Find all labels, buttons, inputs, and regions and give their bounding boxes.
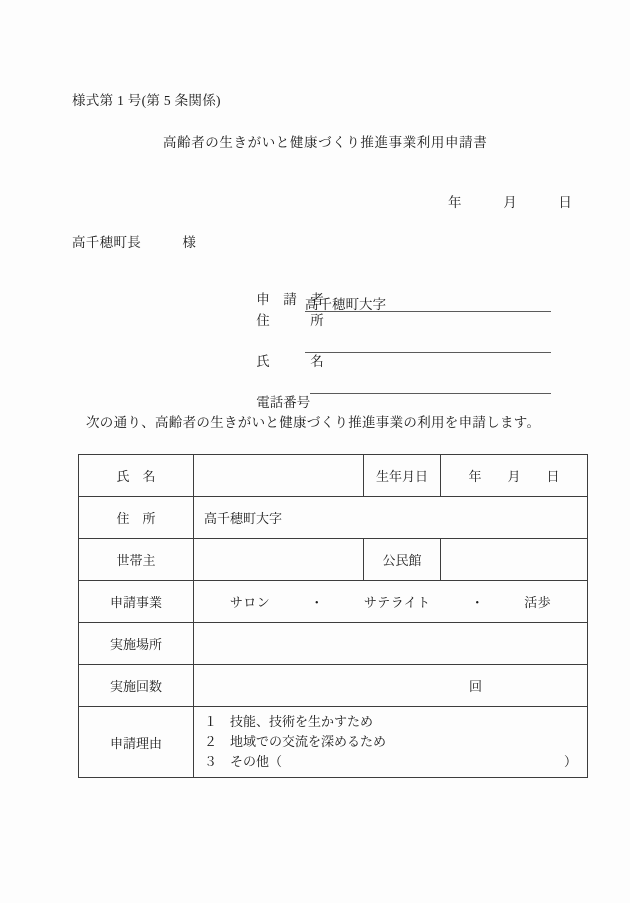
row-value-community-center[interactable]	[441, 539, 588, 581]
applicant-address-rule	[305, 311, 551, 312]
row-value-business[interactable]	[194, 581, 588, 623]
table-row-name	[79, 455, 588, 497]
reason-other-suffix: ）	[563, 754, 577, 770]
intro-sentence: 次の通り、高齢者の生きがいと健康づくり推進事業の利用を申請します。	[86, 415, 541, 430]
table-row-location	[79, 623, 588, 665]
applicant-tel-row	[236, 375, 566, 410]
reason-option-1[interactable]: １ 技能、技術を生かすため	[204, 714, 374, 729]
table-row-reason	[79, 707, 588, 778]
applicant-block	[236, 272, 566, 410]
row-label-householder: 世帯主	[79, 539, 194, 581]
business-options: サロン ・ サテライト ・ 活歩	[229, 595, 552, 610]
applicant-address-label: 住 所	[256, 313, 324, 328]
row-label-community-center: 公民館	[364, 539, 441, 581]
table-row-count	[79, 665, 588, 707]
row-label-address: 住 所	[79, 497, 194, 539]
applicant-name-rule	[305, 352, 551, 353]
document-title: 高齢者の生きがいと健康づくり推進事業利用申請書	[163, 135, 488, 150]
applicant-name-row	[236, 334, 566, 369]
applicant-heading: 申 請 者	[256, 292, 324, 307]
row-value-reason[interactable]	[194, 707, 588, 778]
reason-other-prefix: ３ その他（	[204, 754, 283, 770]
row-value-count[interactable]: 回	[194, 665, 588, 707]
addressee-line: 高千穂町長 様	[72, 235, 197, 250]
row-value-address[interactable]: 高千穂町大字	[194, 497, 588, 539]
applicant-tel-rule	[310, 393, 551, 394]
row-value-location[interactable]	[194, 623, 588, 665]
reason-option-2[interactable]: ２ 地域での交流を深めるため	[204, 734, 387, 750]
row-value-birthdate[interactable]: 年 月 日	[441, 455, 588, 497]
reason-option-3[interactable]	[204, 752, 577, 772]
applicant-address-row	[236, 293, 566, 328]
row-label-name: 氏 名	[79, 455, 194, 497]
applicant-name-label: 氏 名	[256, 354, 324, 369]
table-row-business	[79, 581, 588, 623]
row-value-name[interactable]	[194, 455, 364, 497]
row-label-birthdate: 生年月日	[364, 455, 441, 497]
row-value-householder[interactable]	[194, 539, 364, 581]
table-row-householder	[79, 539, 588, 581]
application-table	[78, 454, 588, 778]
table-row-address	[79, 497, 588, 539]
row-label-count: 実施回数	[79, 665, 194, 707]
applicant-address-value: 高千穂町大字	[305, 297, 386, 312]
row-label-reason: 申請理由	[79, 707, 194, 778]
row-label-location: 実施場所	[79, 623, 194, 665]
form-number: 様式第 1 号(第 5 条関係)	[72, 93, 221, 108]
date-line: 年 月 日	[448, 195, 573, 210]
row-label-business: 申請事業	[79, 581, 194, 623]
applicant-tel-label: 電話番号	[256, 395, 311, 410]
